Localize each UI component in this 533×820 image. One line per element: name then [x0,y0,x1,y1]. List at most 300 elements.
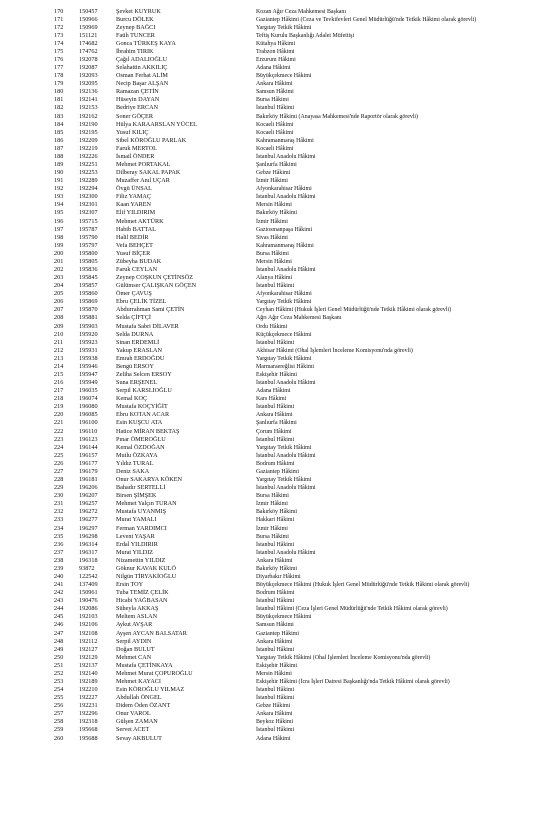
person-name: Faruk MERTOL [116,144,157,152]
row-number: 222 [54,427,64,435]
row-number: 255 [54,694,64,702]
person-name: Hülya KARAARSLAN YÜCEL [116,120,197,128]
registry-number: 196074 [79,395,98,403]
list-row [0,589,533,597]
assignment: Adana Hâkimi [256,735,291,742]
row-number: 201 [54,257,64,265]
list-row [0,670,533,678]
person-name: Murat YILDIZ [116,548,154,556]
row-number: 176 [54,55,64,63]
list-row [0,444,533,452]
registry-number: 195797 [79,241,98,249]
list-row [0,678,533,686]
person-name: Sinan ERDEMLİ [116,338,160,346]
person-name: Mehmet AKTÜRK [116,217,164,225]
list-row [0,250,533,258]
row-number: 189 [54,160,64,168]
assignment: Afyonkarahisar Hâkimi [256,291,312,298]
registry-number: 195931 [79,346,98,354]
assignment: İstanbul Hâkimi [256,283,295,290]
registry-number: 192140 [79,669,98,677]
assignment: Gebze Hâkimi [256,170,291,177]
assignment: Alanya Hâkimi [256,275,293,282]
assignment: Çorum Hâkimi [256,428,292,435]
assignment: Ankara Hâkimi [256,557,293,564]
person-name: Zeynep COŞKUN ÇETİNSÖZ [116,274,193,282]
registry-number: 93872 [79,564,95,572]
person-name: Zeynep BAĞCI [116,23,156,31]
row-number: 212 [54,346,64,354]
person-name: Onur SAKARYA KÖKEN [116,476,183,484]
registry-number: 195800 [79,249,98,257]
assignment: Büyükçekmece Hâkimi (Hukuk İşleri Genel Müdürlüğü'nde Tetkik Hâkimi olarak görevli) [256,582,470,589]
list-row [0,363,533,371]
person-name: Serpil AYDIN [116,637,152,645]
person-name: Mustafa UYANMIŞ [116,508,167,516]
registry-number: 196110 [79,427,98,435]
list-row [0,121,533,129]
list-row [0,710,533,718]
list-row [0,646,533,654]
registry-number: 196144 [79,443,98,451]
assignment: Bakırköy Hâkimi [256,210,298,217]
person-name: Birsen ŞİMŞEK [116,492,157,500]
list-row [0,654,533,662]
list-row [0,290,533,298]
list-row [0,24,533,32]
row-number: 241 [54,581,64,589]
assignment: Bodrum Hâkimi [256,590,295,597]
row-number: 224 [54,443,64,451]
registry-number: 192137 [79,661,98,669]
row-number: 219 [54,403,64,411]
list-row [0,573,533,581]
list-row [0,56,533,64]
person-name: Şevket KUYRUK [116,7,161,15]
assignment: Bakırköy Hâkimi [256,565,298,572]
person-name: Ferman YARDIMCI [116,524,167,532]
person-name: Ebru KOTAN ACAR [116,411,170,419]
list-row [0,258,533,266]
list-row [0,533,533,541]
assignment: Kahramanmaraş Hâkimi [256,242,314,249]
assignment: Trabzon Hâkimi [256,48,295,55]
row-number: 179 [54,80,64,88]
registry-number: 192253 [79,169,98,177]
assignment: Bursa Hâkimi [256,533,289,540]
list-row [0,565,533,573]
assignment: Yargıtay Tetkik Hâkimi [256,444,312,451]
row-number: 188 [54,152,64,160]
registry-number: 195715 [79,217,98,225]
assignment: İstanbul Hâkimi [256,727,295,734]
assignment: Yargıtay Tetkik Hâkimi [256,24,312,31]
row-number: 172 [54,23,64,31]
person-name: Tuba TEMİZ ÇELİK [116,589,169,597]
person-name: Hicabi YAĞBASAN [116,597,168,605]
registry-number: 192300 [79,193,98,201]
person-name: Osman Ferhat ALİM [116,72,168,80]
row-number: 237 [54,548,64,556]
row-number: 200 [54,249,64,257]
list-row [0,452,533,460]
registry-number: 195668 [79,726,98,734]
assignment: İstanbul Anadolu Hâkimi [256,267,316,273]
judge-list [0,8,533,743]
assignment: İstanbul Anadolu Hâkimi [256,153,316,160]
list-row [0,403,533,411]
assignment: Beykoz Hâkimi [256,719,294,726]
registry-number: 192307 [79,209,98,217]
row-number: 227 [54,467,64,475]
list-row [0,8,533,16]
registry-number: 195860 [79,290,98,298]
assignment: Kocaeli Hâkimi [256,129,294,136]
list-row [0,735,533,743]
person-name: Halil BEDİR [116,233,149,241]
registry-number: 196297 [79,524,98,532]
list-row [0,80,533,88]
assignment: Ankara Hâkimi [256,711,293,718]
list-row [0,476,533,484]
person-name: Kemal KOÇ [116,395,148,403]
registry-number: 192195 [79,128,98,136]
row-number: 217 [54,387,64,395]
registry-number: 196123 [79,435,98,443]
row-number: 242 [54,589,64,597]
assignment: Mersin Hâkimi [256,258,292,265]
registry-number: 192318 [79,718,98,726]
assignment: Ankara Hâkimi [256,81,293,88]
assignment: Bursa Hâkimi [256,97,289,104]
list-row [0,169,533,177]
row-number: 220 [54,411,64,419]
person-name: Mustafa KOÇYİĞİT [116,403,168,411]
registry-number: 192087 [79,64,98,72]
person-name: Ebru ÇELİK TİZEL [116,298,167,306]
person-name: Yusuf KILIÇ [116,128,149,136]
list-row [0,274,533,282]
list-row [0,32,533,40]
assignment: Kahramanmaraş Hâkimi [256,137,314,144]
row-number: 181 [54,96,64,104]
list-row [0,153,533,161]
row-number: 245 [54,613,64,621]
row-number: 210 [54,330,64,338]
list-row [0,48,533,56]
person-name: Soner GÖÇER [116,112,153,120]
list-row [0,193,533,201]
assignment: Diyarbakır Hâkimi [256,573,301,580]
registry-number: 195938 [79,354,98,362]
person-name: Ersin TOY [116,581,144,589]
person-name: Vefa BEHÇET [116,241,153,249]
row-number: 214 [54,362,64,370]
person-name: Zeliha Selcen ERSOY [116,371,172,379]
registry-number: 192301 [79,201,98,209]
assignment: Bursa Hâkimi [256,493,289,500]
person-name: Ayşen AYCAN BALSATAR [116,629,187,637]
assignment: Küçükçekmece Hâkimi [256,331,312,338]
row-number: 213 [54,354,64,362]
row-number: 215 [54,371,64,379]
registry-number: 195845 [79,274,98,282]
list-row [0,96,533,104]
assignment: Ordu Hâkimi [256,323,288,330]
assignment: Eskişehir Hâkimi (İcra İşleri Dairesi Başkanlığı'nda Tetkik Hâkimi olarak görevli) [256,678,450,685]
row-number: 236 [54,540,64,548]
assignment: Mersin Hâkimi [256,202,292,209]
registry-number: 192108 [79,629,98,637]
registry-number: 150969 [79,23,98,31]
assignment: Bursa Hâkimi [256,250,289,257]
list-row [0,468,533,476]
person-name: Emrah ERDOĞDU [116,354,165,362]
assignment: Yargıtay Tetkik Hâkimi [256,355,312,362]
row-number: 207 [54,306,64,314]
list-row [0,428,533,436]
person-name: Habib BATTAL [116,225,156,233]
assignment: Ceyhan Hâkimi (Hukuk İşleri Genel Müdürlüğü'nde Tetkik Hâkimi olarak görevli) [256,307,452,314]
list-row [0,395,533,403]
assignment: Şanlıurfa Hâkimi [256,161,297,168]
list-row [0,557,533,565]
list-row [0,161,533,169]
person-name: Hatice MİRAN BEKTAŞ [116,427,180,435]
registry-number: 196207 [79,492,98,500]
registry-number: 196080 [79,403,98,411]
person-name: Mehmet Murat ÇOPUROĞLU [116,669,193,677]
person-name: Bedriye ERCAN [116,104,159,112]
registry-number: 192210 [79,686,98,694]
person-name: Gülşen ZAMAN [116,718,158,726]
assignment: Ankara Hâkimi [256,412,293,419]
list-row [0,379,533,387]
row-number: 243 [54,597,64,605]
assignment: Samsun Hâkimi [256,622,294,629]
registry-number: 192209 [79,136,98,144]
assignment: Bakırköy Hâkimi (Anayasa Mahkemesi'nde Raportör olarak görevli) [256,113,419,120]
person-name: Levent YAŞAR [116,532,155,540]
person-name: Bengü ERSOY [116,362,154,370]
assignment: Kütahya Hâkimi [256,40,296,47]
row-number: 239 [54,564,64,572]
row-number: 251 [54,661,64,669]
list-row [0,638,533,646]
registry-number: 190476 [79,597,98,605]
registry-number: 196298 [79,532,98,540]
list-row [0,314,533,322]
registry-number: 192141 [79,96,98,104]
list-row [0,702,533,710]
person-name: Gülümser ÇALIŞKAN GÖÇEN [116,282,197,290]
assignment: Afyonkarahisar Hâkimi [256,186,312,193]
registry-number: 192086 [79,605,98,613]
registry-number: 195869 [79,298,98,306]
assignment: İstanbul Hâkimi (Ceza İşleri Genel Müdürlüğü'nde Tetkik Hâkimi olarak görevli) [256,606,448,613]
list-row [0,355,533,363]
registry-number: 192289 [79,177,98,185]
list-row [0,605,533,613]
list-row [0,201,533,209]
person-name: Ramazan ÇETİN [116,88,159,96]
assignment: Erzurum Hâkimi [256,56,296,63]
row-number: 177 [54,64,64,72]
list-row [0,242,533,250]
person-name: Sevay AKBULUT [116,734,162,742]
registry-number: 192095 [79,80,98,88]
assignment: İzmir Hâkimi [256,501,288,508]
person-name: Abdurrahman Sami ÇETİN [116,306,185,314]
assignment: Ağrı Ağır Ceza Mahkemesi Başkanı [256,315,342,322]
row-number: 252 [54,669,64,677]
assignment: Yargıtay Tetkik Hâkimi [256,477,312,484]
registry-number: 196206 [79,484,98,492]
person-name: Hüseyin DAYAN [116,96,160,104]
assignment: İstanbul Hâkimi [256,105,295,112]
row-number: 259 [54,726,64,734]
assignment: Gaziantep Hâkimi [256,468,300,475]
list-row [0,331,533,339]
registry-number: 196179 [79,467,98,475]
person-name: Kaan YAREN [116,201,151,209]
row-number: 228 [54,476,64,484]
row-number: 226 [54,459,64,467]
registry-number: 192231 [79,702,98,710]
assignment: İzmir Hâkimi [256,218,288,225]
registry-number: 195787 [79,225,98,233]
person-name: Abdullah ÖNGEL [116,694,162,702]
registry-number: 192106 [79,621,98,629]
row-number: 202 [54,266,64,273]
row-number: 174 [54,39,64,47]
registry-number: 137409 [79,581,98,589]
list-row [0,718,533,726]
registry-number: 192251 [79,160,98,168]
row-number: 185 [54,128,64,136]
registry-number: 192093 [79,72,98,80]
list-row [0,411,533,419]
list-row [0,525,533,533]
registry-number: 192162 [79,112,98,120]
row-number: 196 [54,217,64,225]
registry-number: 192227 [79,694,98,702]
registry-number: 192294 [79,185,98,193]
assignment: Yargıtay Tetkik Hâkimi [256,299,312,306]
list-row [0,460,533,468]
registry-number: 192153 [79,104,98,112]
row-number: 238 [54,556,64,564]
registry-number: 192136 [79,88,98,96]
person-name: İbrahim TIRIK [116,47,154,55]
row-number: 233 [54,516,64,524]
registry-number: 195857 [79,282,98,290]
person-name: Nizamettin YILDIZ [116,556,166,564]
list-row [0,516,533,524]
list-row [0,726,533,734]
person-name: Çağıl ADALIOĞLU [116,55,168,63]
registry-number: 196181 [79,476,98,484]
registry-number: 192219 [79,144,98,152]
registry-number: 195920 [79,330,98,338]
list-row [0,436,533,444]
assignment: İstanbul Hâkimi [256,598,295,605]
person-name: Filiz YAMAÇ [116,193,152,201]
registry-number: 195923 [79,338,98,346]
list-row [0,484,533,492]
registry-number: 192103 [79,613,98,621]
row-number: 170 [54,7,64,15]
row-number: 225 [54,451,64,459]
assignment: Akhisar Hâkimi (Ohal İşlemleri İnceleme Komisyonu'nda görevli) [256,347,413,354]
registry-number: 196277 [79,516,98,524]
list-row [0,177,533,185]
list-row [0,282,533,290]
row-number: 197 [54,225,64,233]
list-row [0,662,533,670]
assignment: İstanbul Anadolu Hâkimi [256,485,316,492]
person-name: Mustafa Sabri DİLAVER [116,322,179,330]
row-number: 218 [54,395,64,403]
assignment: İzmir Hâkimi [256,178,288,185]
person-name: Mustafa ÇETİNKAYA [116,661,173,669]
list-row [0,64,533,72]
person-name: Bahadır SERTELLİ [116,484,166,492]
assignment: İstanbul Hâkimi [256,687,295,694]
list-row [0,508,533,516]
row-number: 204 [54,282,64,290]
registry-number: 196100 [79,419,98,427]
list-row [0,371,533,379]
row-number: 187 [54,144,64,152]
person-name: Servet ACET [116,726,150,734]
person-name: Gonca TÜRKEŞ KAYA [116,39,176,47]
row-number: 260 [54,734,64,742]
person-name: Suna ERŞENEL [116,379,158,387]
person-name: Mehmet KAYACI [116,677,161,685]
registry-number: 174682 [79,39,98,47]
person-name: Süheyla AKKAŞ [116,605,159,613]
person-name: Meltem ASLAN [116,613,158,621]
row-number: 223 [54,435,64,443]
registry-number: 195688 [79,734,98,742]
list-row [0,185,533,193]
list-row [0,40,533,48]
person-name: Burcu DÖLEK [116,15,154,23]
row-number: 195 [54,209,64,217]
registry-number: 192189 [79,677,98,685]
assignment: Gaziantep Hâkimi [256,630,300,637]
assignment: İstanbul Hâkimi [256,436,295,443]
list-row [0,16,533,24]
person-name: Doğan BULUT [116,645,155,653]
list-row [0,137,533,145]
assignment: Ankara Hâkimi [256,638,293,645]
person-name: Erdal YILDIRIR [116,540,158,548]
registry-number: 196035 [79,387,98,395]
registry-number: 174762 [79,47,98,55]
row-number: 247 [54,629,64,637]
list-row [0,145,533,153]
person-name: Deniz SAKA [116,467,150,475]
list-row [0,387,533,395]
row-number: 173 [54,31,64,39]
person-name: Selahattin AKKILIÇ [116,64,168,72]
registry-number: 195790 [79,233,98,241]
registry-number: 196314 [79,540,98,548]
row-number: 194 [54,201,64,209]
assignment: Adana Hâkimi [256,388,291,395]
